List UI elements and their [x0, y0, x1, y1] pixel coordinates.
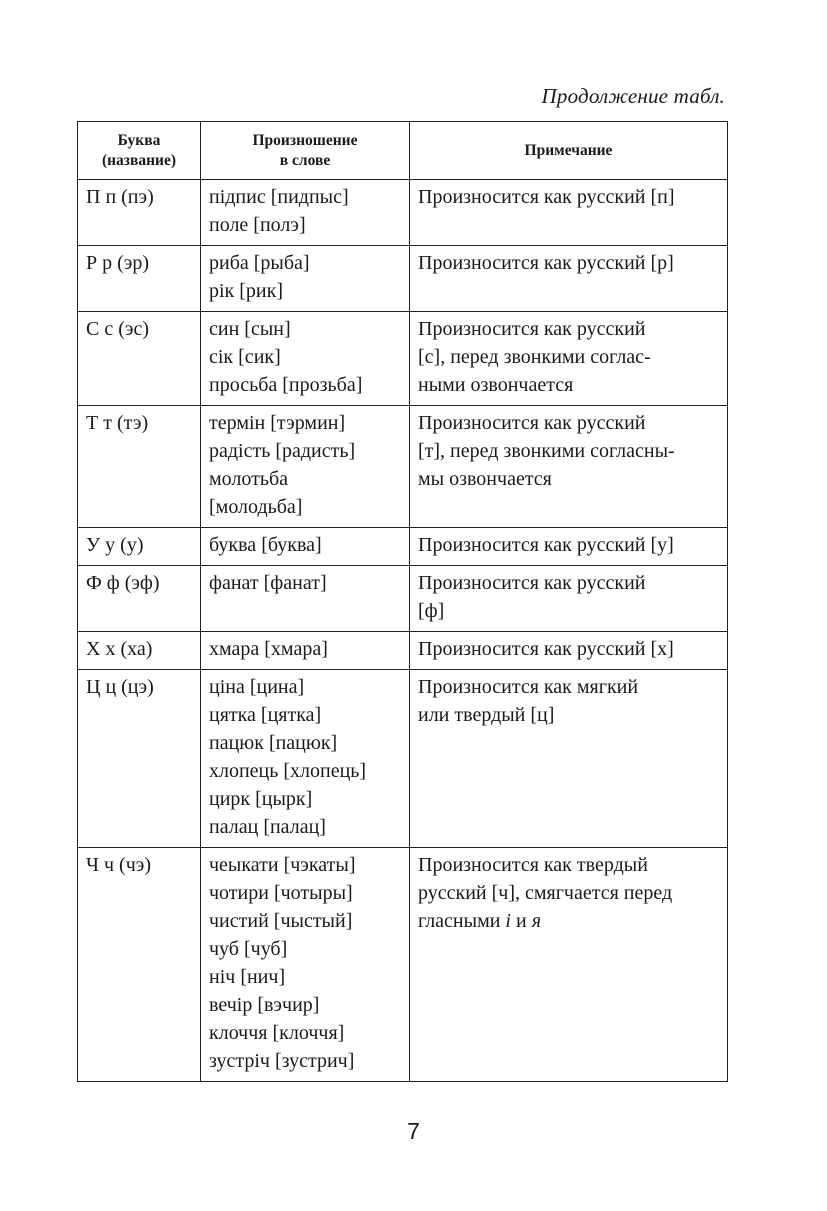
word-line: підпис [пидпыс] — [209, 186, 349, 208]
note-line: Произносится как твердый — [418, 854, 648, 876]
note-line: [т], перед звонкими согласны- — [418, 440, 675, 462]
letter-cell: Ч ч (чэ) — [78, 848, 201, 1082]
note-line: Произносится как русский — [418, 572, 646, 594]
note-line: [с], перед звонкими соглас- — [418, 346, 651, 368]
letter-cell: Х х (ха) — [78, 632, 201, 670]
word-line: термін [тэрмин] — [209, 412, 346, 434]
header-pron-line2: в слове — [279, 151, 331, 169]
table-header-row — [78, 122, 728, 180]
note-line: или твердый [ц] — [418, 704, 555, 726]
note-line: ными озвончается — [418, 374, 574, 396]
note-line: Произносится как русский [р] — [418, 252, 674, 274]
header-pronunciation — [201, 122, 410, 180]
letter-cell: Т т (тэ) — [78, 406, 201, 528]
word-line: цирк [цырк] — [209, 788, 313, 810]
word-line: чеыкати [чэкаты] — [209, 854, 356, 876]
word-line: пацюк [пацюк] — [209, 732, 338, 754]
table-row — [78, 180, 728, 246]
note-line: Произносится как русский — [418, 412, 646, 434]
words-cell — [201, 406, 410, 528]
note-cell — [410, 632, 728, 670]
word-line: син [сын] — [209, 318, 291, 340]
note-text: гласными — [418, 910, 506, 932]
word-line: поле [полэ] — [209, 214, 306, 236]
page-number: 7 — [407, 1118, 420, 1144]
note-cell — [410, 848, 728, 1082]
table-continuation-caption: Продолжение табл. — [541, 84, 725, 108]
word-line: просьба [прозьба] — [209, 374, 363, 396]
word-line: зустріч [зустрич] — [209, 1050, 355, 1072]
letter-cell: Ф ф (эф) — [78, 566, 201, 632]
table-row — [78, 566, 728, 632]
header-letter — [78, 122, 201, 180]
letter-cell: С с (эс) — [78, 312, 201, 406]
word-line: чотири [чотыры] — [209, 882, 353, 904]
words-cell — [201, 528, 410, 566]
note-line: Произносится как русский [х] — [418, 638, 674, 660]
letter-cell: Ц ц (цэ) — [78, 670, 201, 848]
word-line: радість [радисть] — [209, 440, 356, 462]
note-cell — [410, 246, 728, 312]
note-cell — [410, 528, 728, 566]
note-italic-letter-i: і — [505, 910, 511, 932]
letter-cell: У у (у) — [78, 528, 201, 566]
note-italic-letter-ya: я — [531, 910, 541, 932]
note-line: Произносится как мягкий — [418, 676, 639, 698]
word-line: молотьба — [209, 468, 289, 490]
note-line: [ф] — [418, 600, 445, 622]
word-line: чуб [чуб] — [209, 938, 288, 960]
note-line: русский [ч], смягчается перед — [418, 882, 673, 904]
note-cell — [410, 566, 728, 632]
word-line: чистий [чыстый] — [209, 910, 353, 932]
words-cell — [201, 848, 410, 1082]
note-cell — [410, 670, 728, 848]
table-row — [78, 670, 728, 848]
note-line: Произносится как русский [у] — [418, 534, 674, 556]
note-cell — [410, 180, 728, 246]
word-line: клоччя [клоччя] — [209, 1022, 345, 1044]
table-row — [78, 848, 728, 1082]
note-line: Произносится как русский — [418, 318, 646, 340]
word-line: ніч [нич] — [209, 966, 286, 988]
word-line: цятка [цятка] — [209, 704, 322, 726]
word-line: хмара [хмара] — [209, 638, 328, 660]
words-cell — [201, 670, 410, 848]
table-row — [78, 406, 728, 528]
word-line: рік [рик] — [209, 280, 284, 302]
note-cell — [410, 312, 728, 406]
table-row — [78, 528, 728, 566]
word-line: сік [сик] — [209, 346, 281, 368]
words-cell — [201, 180, 410, 246]
words-cell — [201, 246, 410, 312]
note-line: Произносится как русский [п] — [418, 186, 675, 208]
table-row — [78, 632, 728, 670]
header-note: Примечание — [410, 122, 728, 180]
note-line: мы озвончается — [418, 468, 552, 490]
word-line: риба [рыба] — [209, 252, 310, 274]
words-cell — [201, 312, 410, 406]
word-line: [молодьба] — [209, 496, 303, 518]
table-row — [78, 312, 728, 406]
alphabet-table — [77, 121, 728, 1082]
letter-cell: Р р (эр) — [78, 246, 201, 312]
word-line: ціна [цина] — [209, 676, 305, 698]
word-line: хлопець [хлопець] — [209, 760, 367, 782]
word-line: буква [буква] — [209, 534, 322, 556]
note-line — [418, 907, 719, 935]
header-pron-line1: Произношение — [252, 131, 358, 149]
note-cell — [410, 406, 728, 528]
words-cell — [201, 632, 410, 670]
words-cell — [201, 566, 410, 632]
word-line: фанат [фанат] — [209, 572, 327, 594]
header-letter-line2: (название) — [101, 151, 177, 169]
letter-cell: П п (пэ) — [78, 180, 201, 246]
note-text: и — [510, 910, 532, 932]
word-line: вечір [вэчир] — [209, 994, 320, 1016]
header-letter-line1: Буква — [117, 131, 161, 149]
table-row — [78, 246, 728, 312]
word-line: палац [палац] — [209, 816, 326, 838]
